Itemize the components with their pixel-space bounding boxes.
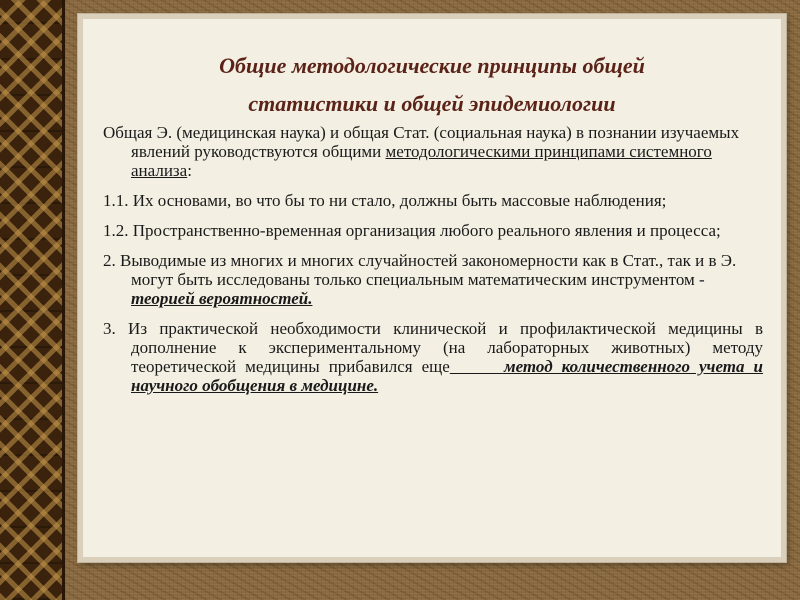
slide-title bbox=[83, 47, 781, 123]
list-item-1-1: 1.1. Их основами, во что бы то ни стало, должны быть массовые наблюдения; bbox=[103, 191, 667, 210]
item-3-text: 3. Из практической необходимости клинической и профилактической медицины в дополнение к экспериментальному (на лабораторных животных) методу теоретической медицины прибавился еще bbox=[103, 319, 763, 376]
list-item-1-2: 1.2. Пространственно-временная организация любого реального явления и процесса; bbox=[103, 221, 721, 240]
intro-colon: : bbox=[187, 161, 192, 180]
intro-text: Общая Э. (медицинская наука) и общая Стат. (социальная наука) в познании изучаемых явлений руководствуются общими bbox=[103, 123, 740, 161]
item-2-text: 2. Выводимые из многих и многих случайностей закономерности как в Стат., так и в Э. могут быть исследованы только специальным математическим инструментом - bbox=[103, 251, 737, 289]
item-3-emphasis: метод количественного учета и научного обобщения в медицине. bbox=[131, 357, 764, 395]
intro-underlined: методологическими принципами системного анализа bbox=[131, 142, 712, 180]
list-item-2 bbox=[103, 251, 763, 308]
intro-paragraph bbox=[103, 123, 763, 180]
decorative-border bbox=[0, 0, 65, 600]
list-item-3 bbox=[103, 319, 763, 395]
item-3-gap bbox=[450, 357, 504, 376]
title-line-1: Общие методологические принципы общей bbox=[219, 53, 645, 78]
title-line-2: статистики и общей эпидемиологии bbox=[248, 91, 616, 116]
slide-panel bbox=[78, 14, 786, 562]
item-2-emphasis: теорией вероятностей. bbox=[131, 289, 313, 308]
slide-body bbox=[103, 123, 763, 406]
